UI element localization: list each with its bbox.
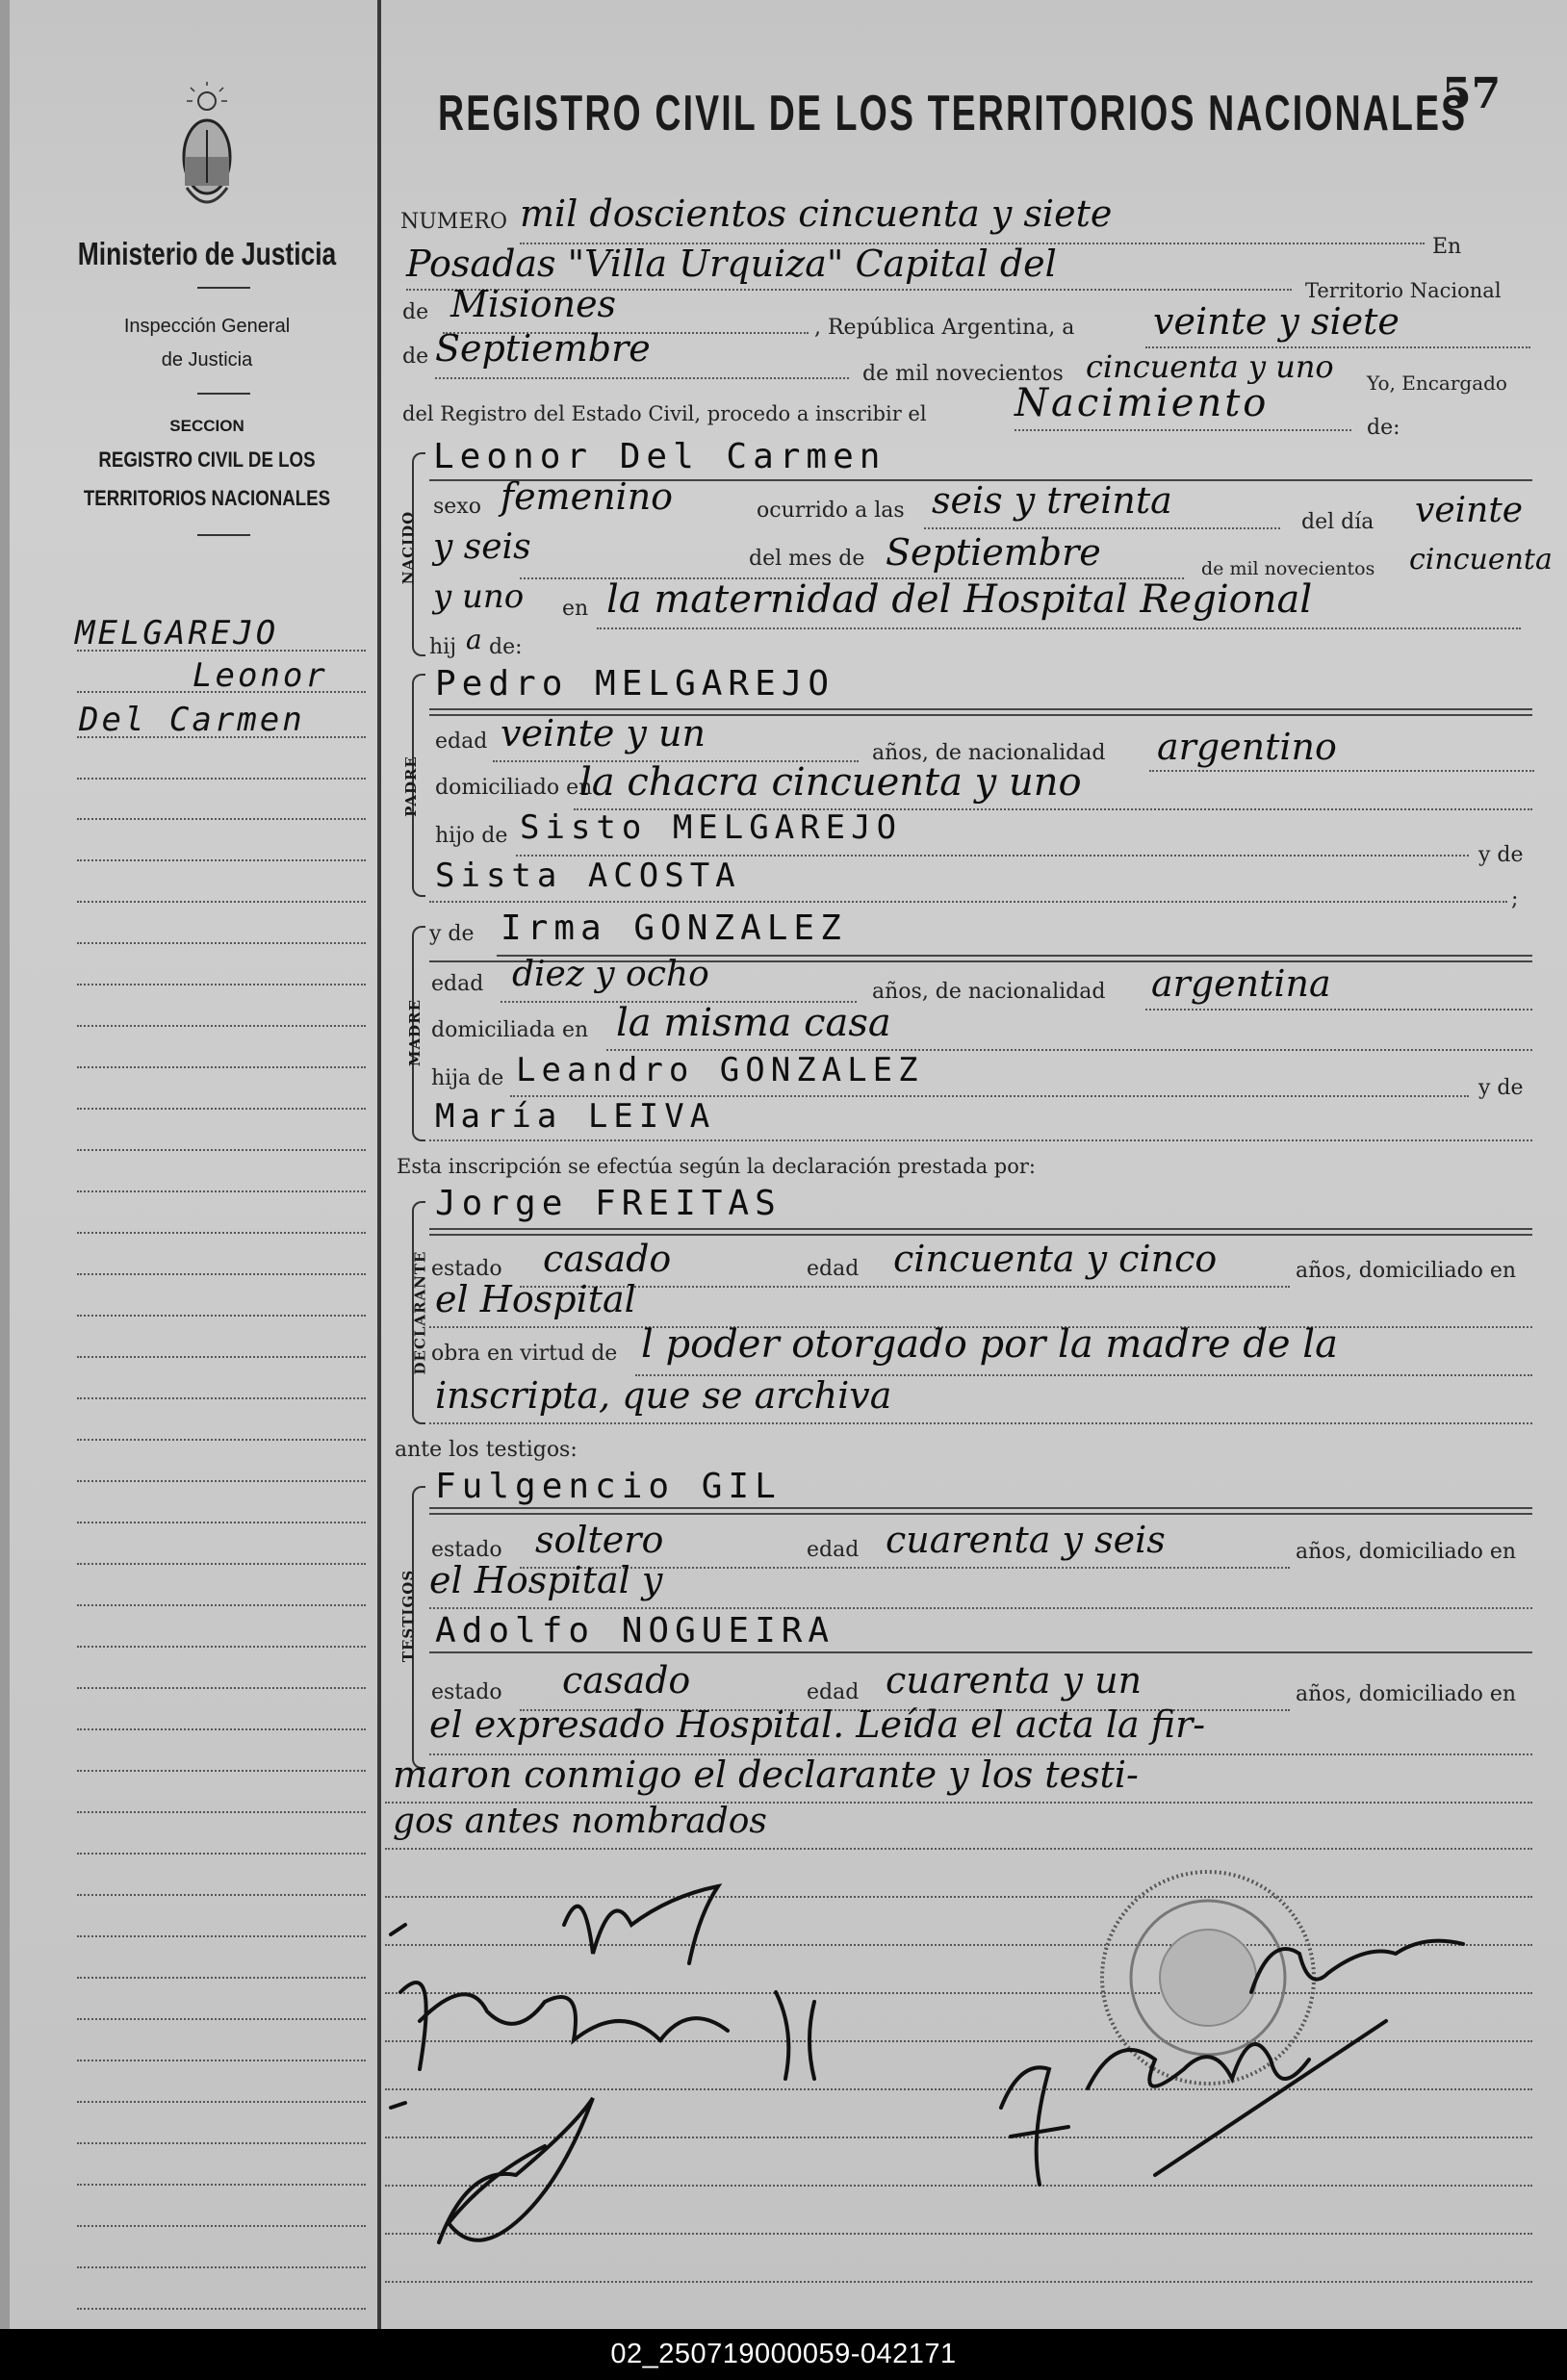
divider bbox=[197, 287, 250, 289]
signatures-icon bbox=[381, 1857, 978, 2262]
sexo-value: femenino bbox=[501, 475, 674, 518]
madre-dom-value: la misma casa bbox=[616, 1001, 891, 1045]
hora-label: ocurrido a las bbox=[757, 499, 905, 523]
numero-value: mil doscientos cincuenta y siete bbox=[520, 192, 1113, 235]
numero-label: NUMERO bbox=[400, 210, 507, 234]
w2-dom-label: años, domiciliado en bbox=[1296, 1682, 1517, 1706]
declarante-section: DECLARANTE bbox=[411, 1250, 429, 1375]
lugar-value: la maternidad del Hospital Regional bbox=[606, 577, 1313, 622]
inspection-line-2: de Justicia bbox=[161, 349, 253, 371]
declarante-obra-value-2: inscripta, que se archiva bbox=[435, 1374, 892, 1417]
day-value: veinte y siete bbox=[1153, 300, 1400, 343]
declarante-name: Jorge FREITAS bbox=[435, 1184, 782, 1223]
padre-edad-label: edad bbox=[435, 729, 488, 754]
madre-hija-de-label: hija de bbox=[431, 1066, 504, 1090]
declarante-estado-label: estado bbox=[431, 1257, 502, 1281]
madre-name: Irma GONZALEZ bbox=[501, 908, 847, 948]
yo-label: Yo, Encargado bbox=[1367, 371, 1507, 395]
de3-label: de: bbox=[1367, 416, 1400, 440]
lugar-en-label: en bbox=[562, 597, 589, 621]
closing-line-3: gos antes nombrados bbox=[393, 1802, 767, 1841]
padre-name: Pedro MELGAREJO bbox=[435, 664, 835, 704]
w2-edad-label: edad bbox=[807, 1680, 860, 1704]
anio-label: de mil novecientos bbox=[1201, 558, 1375, 579]
madre-edad-label: edad bbox=[431, 972, 484, 996]
inspection-line-1: Inspección General bbox=[123, 316, 291, 337]
registry-title: REGISTRO CIVIL DE LOS TERRITORIOS NACIONALES bbox=[438, 86, 1468, 141]
month-value: Septiembre bbox=[435, 327, 651, 370]
declarante-edad-label: edad bbox=[807, 1257, 860, 1281]
declarante-obra-label: obra en virtud de bbox=[431, 1342, 618, 1366]
padre-y-de-label: y de bbox=[1478, 843, 1524, 867]
hijo-suffix: a bbox=[466, 624, 482, 655]
registry-line-1: REGISTRO CIVIL DE LOS bbox=[98, 448, 316, 472]
declarante-edad-value: cincuenta y cinco bbox=[893, 1238, 1218, 1280]
de-label: de bbox=[402, 300, 429, 324]
dia-value: veinte bbox=[1415, 491, 1524, 530]
left-margin-column bbox=[0, 0, 377, 2329]
mes-value: Septiembre bbox=[886, 531, 1101, 574]
w2-name: Adolfo NOGUEIRA bbox=[435, 1611, 835, 1651]
dia-value-2: y seis bbox=[433, 527, 531, 567]
mes-label: del mes de bbox=[749, 547, 865, 571]
section-label: SECCION bbox=[169, 417, 244, 435]
madre-y-de-label: y de bbox=[429, 922, 475, 946]
madre-dom-label: domiciliada en bbox=[431, 1018, 589, 1042]
hijo-label-2: de: bbox=[489, 635, 523, 659]
testigos-section: TESTIGOS bbox=[399, 1569, 418, 1663]
ministry-title: Ministerio de Justicia bbox=[77, 236, 337, 271]
w2-dom-value: el expresado Hospital. Leída el acta la fir- bbox=[429, 1703, 1206, 1746]
nacido-name: Leonor Del Carmen bbox=[433, 437, 886, 476]
republica-label: , República Argentina, a bbox=[814, 316, 1075, 340]
padre-dom-value: la chacra cincuenta y uno bbox=[579, 760, 1082, 805]
sexo-label: sexo bbox=[433, 495, 481, 519]
margin-middle-name: Del Carmen bbox=[79, 701, 305, 739]
act-value: Nacimiento bbox=[1015, 381, 1270, 425]
padre-section: PADRE bbox=[401, 755, 420, 817]
de2-label: de bbox=[402, 345, 429, 369]
w1-estado-label: estado bbox=[431, 1538, 502, 1562]
nacido-section: NACIDO bbox=[399, 510, 418, 585]
year-label: de mil novecientos bbox=[862, 362, 1064, 386]
w1-dom-value: el Hospital y bbox=[429, 1559, 663, 1601]
footer-strip bbox=[0, 2329, 1567, 2380]
margin-given-name: Leonor bbox=[193, 656, 328, 695]
w1-dom-label: años, domiciliado en bbox=[1296, 1540, 1517, 1564]
declarante-dom-label: años, domiciliado en bbox=[1296, 1259, 1517, 1283]
madre-y-de2-label: y de bbox=[1478, 1076, 1524, 1100]
padre-dom-label: domiciliado en bbox=[435, 776, 593, 800]
dia-label: del día bbox=[1301, 510, 1374, 534]
w2-estado-label: estado bbox=[431, 1680, 502, 1704]
hijo-label: hij bbox=[429, 635, 457, 659]
divider bbox=[197, 393, 250, 395]
padre-nac-label: años, de nacionalidad bbox=[872, 741, 1106, 765]
madre-nac-label: años, de nacionalidad bbox=[872, 980, 1106, 1004]
madre-father: Leandro GONZALEZ bbox=[516, 1051, 924, 1089]
anio-value-2: y uno bbox=[433, 577, 525, 616]
w1-edad-value: cuarenta y seis bbox=[886, 1519, 1166, 1561]
hora-value: seis y treinta bbox=[932, 479, 1172, 522]
margin-surname: MELGAREJO bbox=[75, 614, 279, 653]
place-value: Posadas "Villa Urquiza" Capital del bbox=[406, 243, 1057, 285]
en-label: En bbox=[1432, 235, 1462, 259]
divider bbox=[197, 534, 250, 536]
territory-value: Misiones bbox=[450, 283, 617, 325]
registrar-signature-icon bbox=[963, 1915, 1502, 2204]
year-value: cincuenta y uno bbox=[1086, 348, 1334, 385]
declaration-intro: Esta inscripción se efectúa según la declaración prestada por: bbox=[397, 1155, 1036, 1178]
madre-nac-value: argentina bbox=[1151, 962, 1331, 1005]
w1-edad-label: edad bbox=[807, 1538, 860, 1562]
coat-of-arms-icon bbox=[179, 82, 235, 217]
padre-hijo-de-label: hijo de bbox=[435, 824, 508, 848]
registry-sentence: del Registro del Estado Civil, procedo a inscribir el bbox=[402, 402, 927, 425]
padre-semicolon: ; bbox=[1511, 887, 1519, 911]
territorio-label: Territorio Nacional bbox=[1305, 279, 1502, 302]
madre-mother: María LEIVA bbox=[435, 1097, 716, 1136]
image-id-label: 02_250719000059-042171 bbox=[610, 2339, 957, 2369]
anio-value: cincuenta bbox=[1409, 543, 1553, 576]
declarante-estado-value: casado bbox=[543, 1238, 672, 1280]
w2-edad-value: cuarenta y un bbox=[886, 1659, 1143, 1702]
declarante-dom-value: el Hospital bbox=[435, 1278, 636, 1320]
padre-father: Sisto MELGAREJO bbox=[520, 808, 903, 847]
declarante-obra-value: l poder otorgado por la madre de la bbox=[641, 1322, 1338, 1367]
registry-line-2: TERRITORIOS NACIONALES bbox=[83, 486, 331, 510]
w1-name: Fulgencio GIL bbox=[435, 1467, 782, 1506]
madre-edad-value: diez y ocho bbox=[512, 955, 709, 994]
closing-line-2: maron conmigo el declarante y los testi- bbox=[393, 1753, 1139, 1796]
madre-section: MADRE bbox=[406, 998, 424, 1067]
w1-estado-value: soltero bbox=[535, 1519, 664, 1561]
testigos-intro: ante los testigos: bbox=[395, 1438, 578, 1462]
padre-nac-value: argentino bbox=[1157, 726, 1337, 768]
page-number: 57 bbox=[1442, 69, 1502, 118]
w2-estado-value: casado bbox=[562, 1659, 691, 1702]
padre-edad-value: veinte y un bbox=[501, 712, 706, 755]
padre-mother: Sista ACOSTA bbox=[435, 857, 741, 895]
